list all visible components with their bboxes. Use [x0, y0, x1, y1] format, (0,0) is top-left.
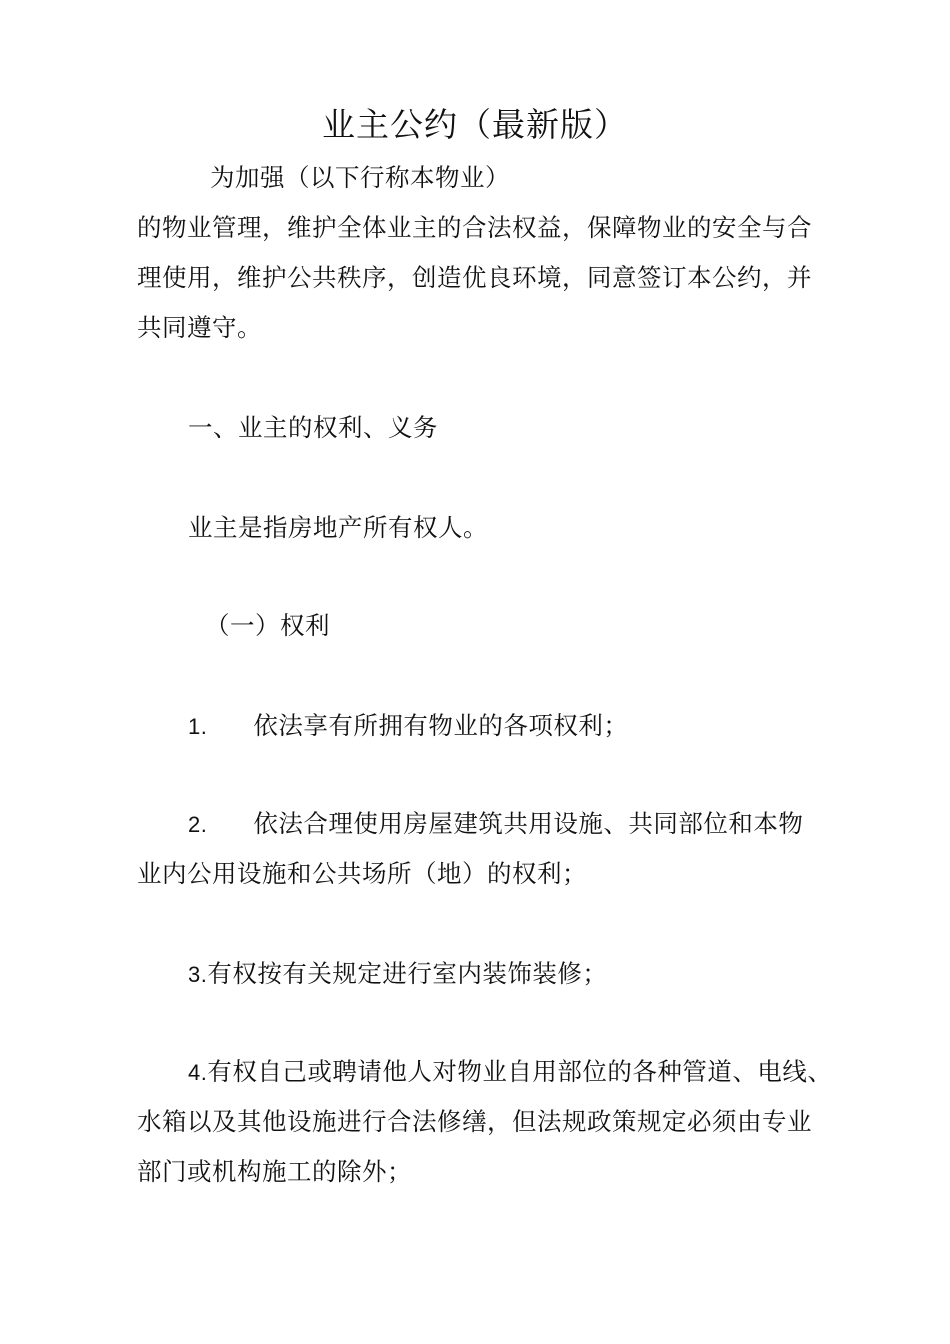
- intro-line-3: 理使用，维护公共秩序，创造优良环境，同意签订本公约，并: [137, 263, 812, 292]
- list-item-4-continuation-1: 水箱以及其他设施进行合法修缮，但法规政策规定必须由专业: [137, 1107, 812, 1136]
- rights-subheading: （一）权利: [205, 611, 330, 640]
- item-number: 3.: [188, 962, 208, 987]
- list-item-4-continuation-2: 部门或机构施工的除外；: [137, 1157, 412, 1186]
- item-text: 有权自己或聘请他人对物业自用部位的各种管道、电线、: [207, 1057, 833, 1086]
- owner-definition: 业主是指房地产所有权人。: [188, 513, 488, 542]
- item-number: 1.: [188, 714, 208, 739]
- section-heading: 一、业主的权利、义务: [188, 413, 438, 442]
- intro-line-4: 共同遵守。: [137, 313, 262, 342]
- item-text: 依法享有所拥有物业的各项权利；: [253, 711, 629, 740]
- intro-line-2: 的物业管理，维护全体业主的合法权益，保障物业的安全与合: [137, 213, 812, 242]
- list-item-4: [188, 1054, 832, 1091]
- list-item-2-continuation: 业内公用设施和公共场所（地）的权利；: [137, 859, 587, 888]
- item-number: 2.: [188, 812, 208, 837]
- list-item-1: [188, 708, 628, 745]
- document-title: 业主公约（最新版）: [322, 105, 628, 144]
- list-item-2: [188, 806, 803, 843]
- item-number: 4.: [188, 1060, 208, 1085]
- item-text: 有权按有关规定进行室内装饰装修；: [207, 959, 608, 988]
- item-text: 依法合理使用房屋建筑共用设施、共同部位和本物: [253, 809, 804, 838]
- intro-line-1: 为加强（以下行称本物业）: [210, 163, 510, 192]
- list-item-3: [188, 956, 607, 993]
